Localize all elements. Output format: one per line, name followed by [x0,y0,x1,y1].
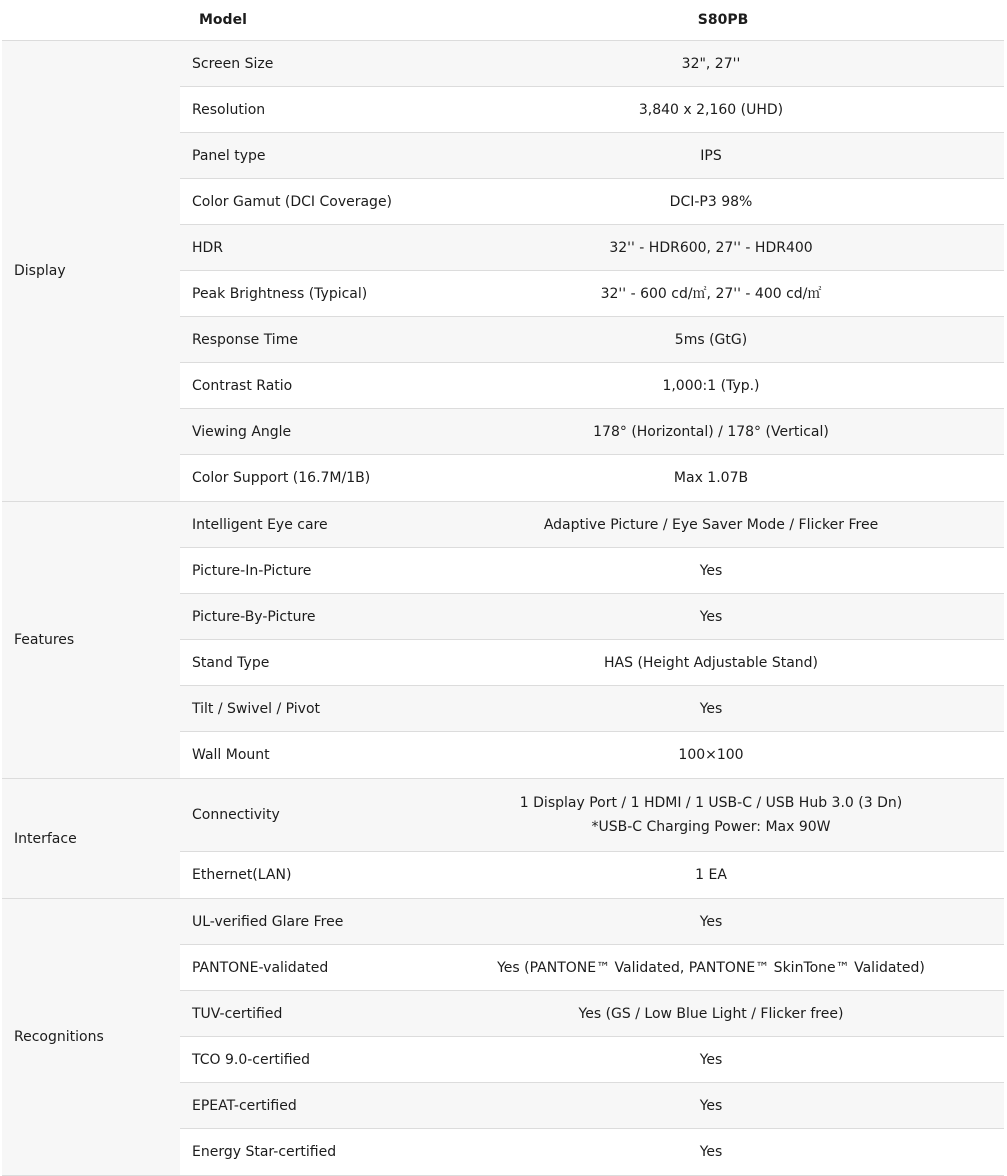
table-row [180,686,1004,732]
table-row [180,317,1004,363]
row-value: 5ms (GtG) [674,331,748,348]
table-row [180,548,1004,594]
table-row [180,1037,1004,1083]
table-row [180,594,1004,640]
row-value: Yes (GS / Low Blue Light / Flicker free) [578,1005,844,1022]
table-row [180,455,1004,501]
header-label: Model [199,12,247,28]
row-value: Yes [699,913,723,930]
row-label: Color Gamut (DCI Coverage) [192,193,393,210]
group-label: Recognitions [2,899,180,1175]
group-label: Features [2,502,180,778]
row-label: Contrast Ratio [192,377,293,394]
group-label: Interface [2,779,180,898]
row-label: Resolution [192,101,266,118]
row-label: HDR [192,239,224,256]
row-label: TUV-certified [192,1005,283,1022]
row-value [418,791,1004,839]
table-row [180,991,1004,1037]
group-recognitions [2,899,1004,1176]
row-value: Yes [699,1051,723,1068]
header-model: S80PB [697,12,749,28]
row-value: 32", 27'' [681,55,741,72]
group-label: Display [2,41,180,501]
row-value: 178° (Horizontal) / 178° (Vertical) [593,423,829,440]
row-label: PANTONE-validated [192,959,329,976]
table-row [180,87,1004,133]
table-header [2,0,1004,41]
table-row [180,852,1004,898]
table-row [180,779,1004,852]
row-label: Picture-By-Picture [192,608,316,625]
row-value: Yes [699,1097,723,1114]
row-label: Viewing Angle [192,423,292,440]
table-row [180,363,1004,409]
row-value: Max 1.07B [673,470,749,486]
spec-table [2,0,1004,1176]
row-value-line: 1 Display Port / 1 HDMI / 1 USB-C / USB Hub 3.0 (3 Dn) [519,795,903,811]
row-label: Picture-In-Picture [192,562,312,579]
row-label: UL-verified Glare Free [192,913,344,930]
row-value: 32'' - 600 cd/㎡, 27'' - 400 cd/㎡ [600,285,822,302]
row-label: EPEAT-certified [192,1097,297,1114]
row-label: Response Time [192,331,298,348]
group-display [2,41,1004,502]
row-value: IPS [700,147,722,164]
row-value: 32'' - HDR600, 27'' - HDR400 [609,239,813,256]
row-label: TCO 9.0-certified [192,1051,311,1068]
row-label: Color Support (16.7M/1B) [192,470,371,486]
row-value: 1,000:1 (Typ.) [662,377,760,394]
table-row [180,502,1004,548]
row-label: Ethernet(LAN) [192,867,292,883]
row-label: Connectivity [192,807,280,823]
row-value: DCI-P3 98% [669,193,753,210]
row-value: HAS (Height Adjustable Stand) [604,654,818,671]
row-value-line: *USB-C Charging Power: Max 90W [591,819,831,835]
row-value: Yes [699,562,723,579]
row-label: Intelligent Eye care [192,516,328,533]
row-value: Yes [699,608,723,625]
row-label: Peak Brightness (Typical) [192,285,368,302]
row-label: Screen Size [192,55,274,72]
row-value: Adaptive Picture / Eye Saver Mode / Flicker Free [543,516,879,533]
row-label: Stand Type [192,654,270,671]
row-label: Panel type [192,147,266,164]
row-value: 100×100 [678,747,744,763]
row-value: Yes [699,700,723,717]
row-value: 1 EA [695,867,727,883]
table-row [180,899,1004,945]
table-row [180,1129,1004,1175]
table-row [180,225,1004,271]
group-features [2,502,1004,779]
table-row [180,732,1004,778]
row-value: Yes (PANTONE™ Validated, PANTONE™ SkinTone™ Validated) [497,959,925,976]
table-row [180,945,1004,991]
row-label: Energy Star-certified [192,1144,337,1160]
row-label: Tilt / Swivel / Pivot [192,700,321,717]
table-row [180,41,1004,87]
group-interface [2,779,1004,899]
table-row [180,133,1004,179]
row-value: 3,840 x 2,160 (UHD) [638,101,784,118]
table-row [180,271,1004,317]
row-value: Yes [699,1144,723,1160]
table-row [180,640,1004,686]
table-row [180,179,1004,225]
row-label: Wall Mount [192,747,270,763]
table-row [180,409,1004,455]
table-row [180,1083,1004,1129]
